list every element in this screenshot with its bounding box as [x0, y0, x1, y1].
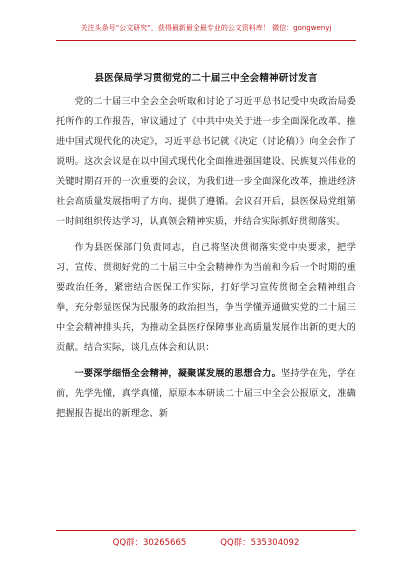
- document-title: 县医保局学习贯彻党的二十届三中全会精神研讨发言: [94, 73, 318, 84]
- header-divider: [56, 40, 356, 41]
- document-body: [56, 92, 356, 430]
- footer: [56, 536, 356, 548]
- footer-divider: [56, 530, 356, 531]
- paragraph-1: 党的二十届三中全会全会听取和讨论了习近平总书记受中央政治局委托所作的工作报告，审议通过了《中共中央关于进一步全面深化改革、推进中国式现代化的决定》，习近平总书记就《决定（讨论稿）》向全会作了说明。这次会议是在以中国式现代化全面推进强国建设、民族复兴伟业的关键时期召开的一次重要的会议，为我们进一步全面深化改革，推进经济社会高质量发展指明了方向、提供了遵循。会议召开后，县医保局党组第一时间组织传达学习，认真领会精神实质，并结合实际抓好贯彻落实。: [56, 96, 356, 227]
- header-notice: 关注头条号“公文研究”，获得最新最全最专业的公文资料库！ 微信：gongwenyj: [80, 24, 332, 32]
- paragraph-3-heading: 一要深学细悟全会精神，凝聚谋发展的思想合力。: [74, 368, 281, 379]
- footer-qq-group-right: QQ群：535304092: [220, 538, 300, 548]
- footer-qq-group-left: QQ群：30265665: [112, 538, 187, 548]
- paragraph-2: 作为县医保部门负责同志，自己将坚决贯彻落实党中央要求，把学习、宣传、贯彻好党的二十届三中全会精神作为当前和今后一个时期的重要政治任务，紧密结合医保工作实际，打好学习宣传贯彻全会精神组合拳，充分彰显医保为民服务的政治担当，争当学懂弄通做实党的二十届三中全会精神排头兵，为推动全县医疗保障事业高质量发展作出新的更大的贡献。结合实际，谈几点体会和认识：: [56, 242, 356, 353]
- paragraph-3: [56, 364, 356, 424]
- paragraph-3-text: 坚持学在先，学在前，先学先懂，真学真懂，原原本本研读二十届三中全会公报原文，准确把握报告提出的新理念、新: [56, 368, 356, 419]
